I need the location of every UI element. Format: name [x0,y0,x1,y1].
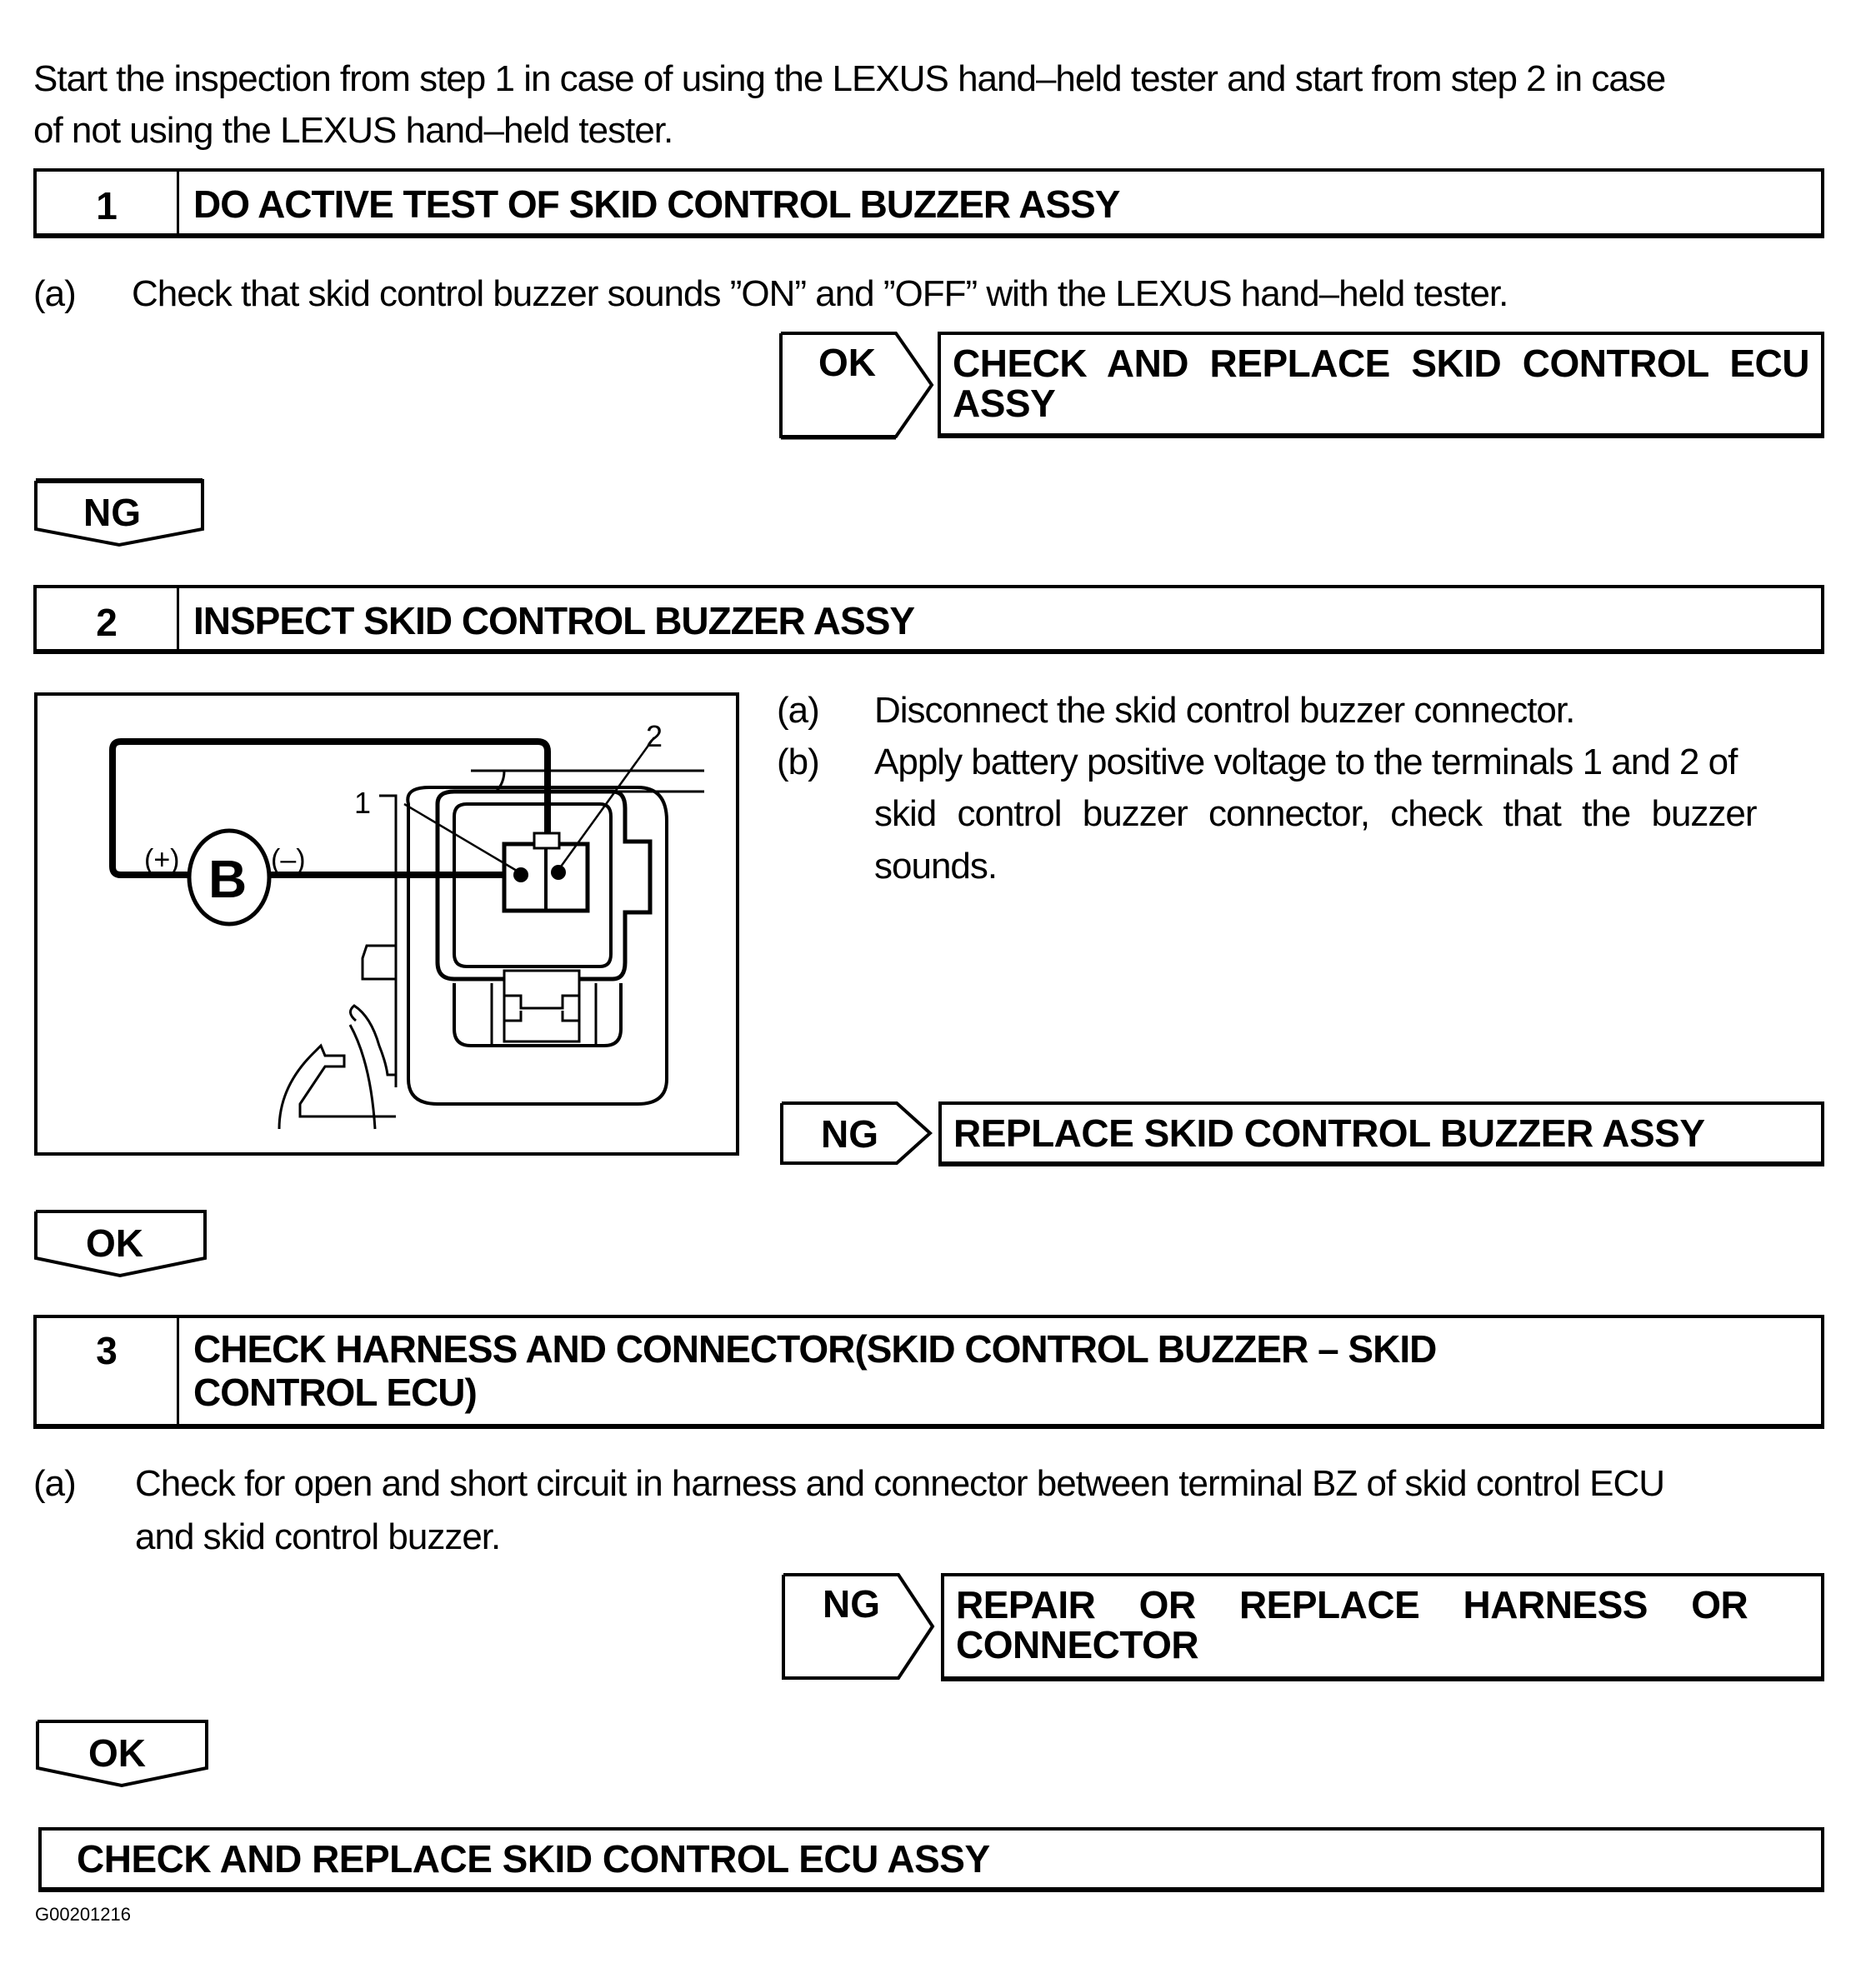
step-3-number: 3 [37,1318,179,1424]
step-3-item-a-label: (a) [33,1463,76,1504]
step-2-title: INSPECT SKID CONTROL BUZZER ASSY [193,599,915,642]
step-3-title-line-2: CONTROL ECU) [193,1371,477,1414]
step-1-item-a-label: (a) [33,273,76,314]
step-1-branch-result[interactable]: CHECK AND REPLACE SKID CONTROL ECU ASSY [938,332,1824,438]
step-2-item-b-line-3: sounds. [874,846,998,887]
intro-line-2: of not using the LEXUS hand–held tester. [33,110,673,151]
intro-line-1: Start the inspection from step 1 in case of using the LEXUS hand–held tester and start from step 2 in case [33,58,1666,99]
step-1-number: 1 [37,172,179,233]
step-1-branch-label: OK [818,341,876,384]
step-2-item-b-label: (b) [777,742,819,782]
step-2-item-a-text: Disconnect the skid control buzzer connector. [874,690,1575,731]
step-2-item-a-label: (a) [777,690,819,731]
step-2-branch-result[interactable]: REPLACE SKID CONTROL BUZZER ASSY [938,1101,1824,1166]
buzzer-connector-diagram [34,692,739,1156]
step-2-branch-label: NG [821,1112,878,1156]
battery-label: B [208,849,248,909]
step-3-next-label: OK [88,1731,146,1775]
step-2-next-label: OK [86,1221,143,1265]
step-2-item-b-line-2: skid control buzzer connector, check that the buzzer [874,793,1757,834]
step-1-title: DO ACTIVE TEST OF SKID CONTROL BUZZER ASSY [193,182,1120,226]
step-3-title-line-1: CHECK HARNESS AND CONNECTOR(SKID CONTROL BUZZER – SKID [193,1327,1437,1371]
terminal-1-label: 1 [354,786,372,820]
step-2-number: 2 [37,588,179,649]
plus-label: (+) [144,844,180,876]
step-3-branch-result-line-2: CONNECTOR [956,1623,1199,1666]
terminal-2-label: 2 [646,719,663,753]
step-3-item-a-line-1: Check for open and short circuit in harness and connector between terminal BZ of skid control ECU [135,1463,1665,1504]
step-3-branch-result[interactable] [941,1573,1824,1681]
step-3-item-a-line-2: and skid control buzzer. [135,1516,501,1557]
step-1-header [33,168,1824,238]
connector-wiring-icon [38,696,736,1152]
step-3-branch-label: NG [823,1582,880,1626]
step-3-header [33,1315,1824,1429]
step-2-header [33,585,1824,654]
final-action-box[interactable]: CHECK AND REPLACE SKID CONTROL ECU ASSY [38,1827,1824,1892]
minus-label: (–) [271,844,306,876]
step-1-next-label: NG [83,491,141,534]
step-2-item-b-line-1: Apply battery positive voltage to the terminals 1 and 2 of [874,742,1738,782]
figure-code: G00201216 [35,1904,131,1925]
step-1-item-a-text: Check that skid control buzzer sounds ”ON” and ”OFF” with the LEXUS hand–held tester. [132,273,1508,314]
step-3-branch-result-line-1: REPAIR OR REPLACE HARNESS OR [956,1583,1748,1626]
